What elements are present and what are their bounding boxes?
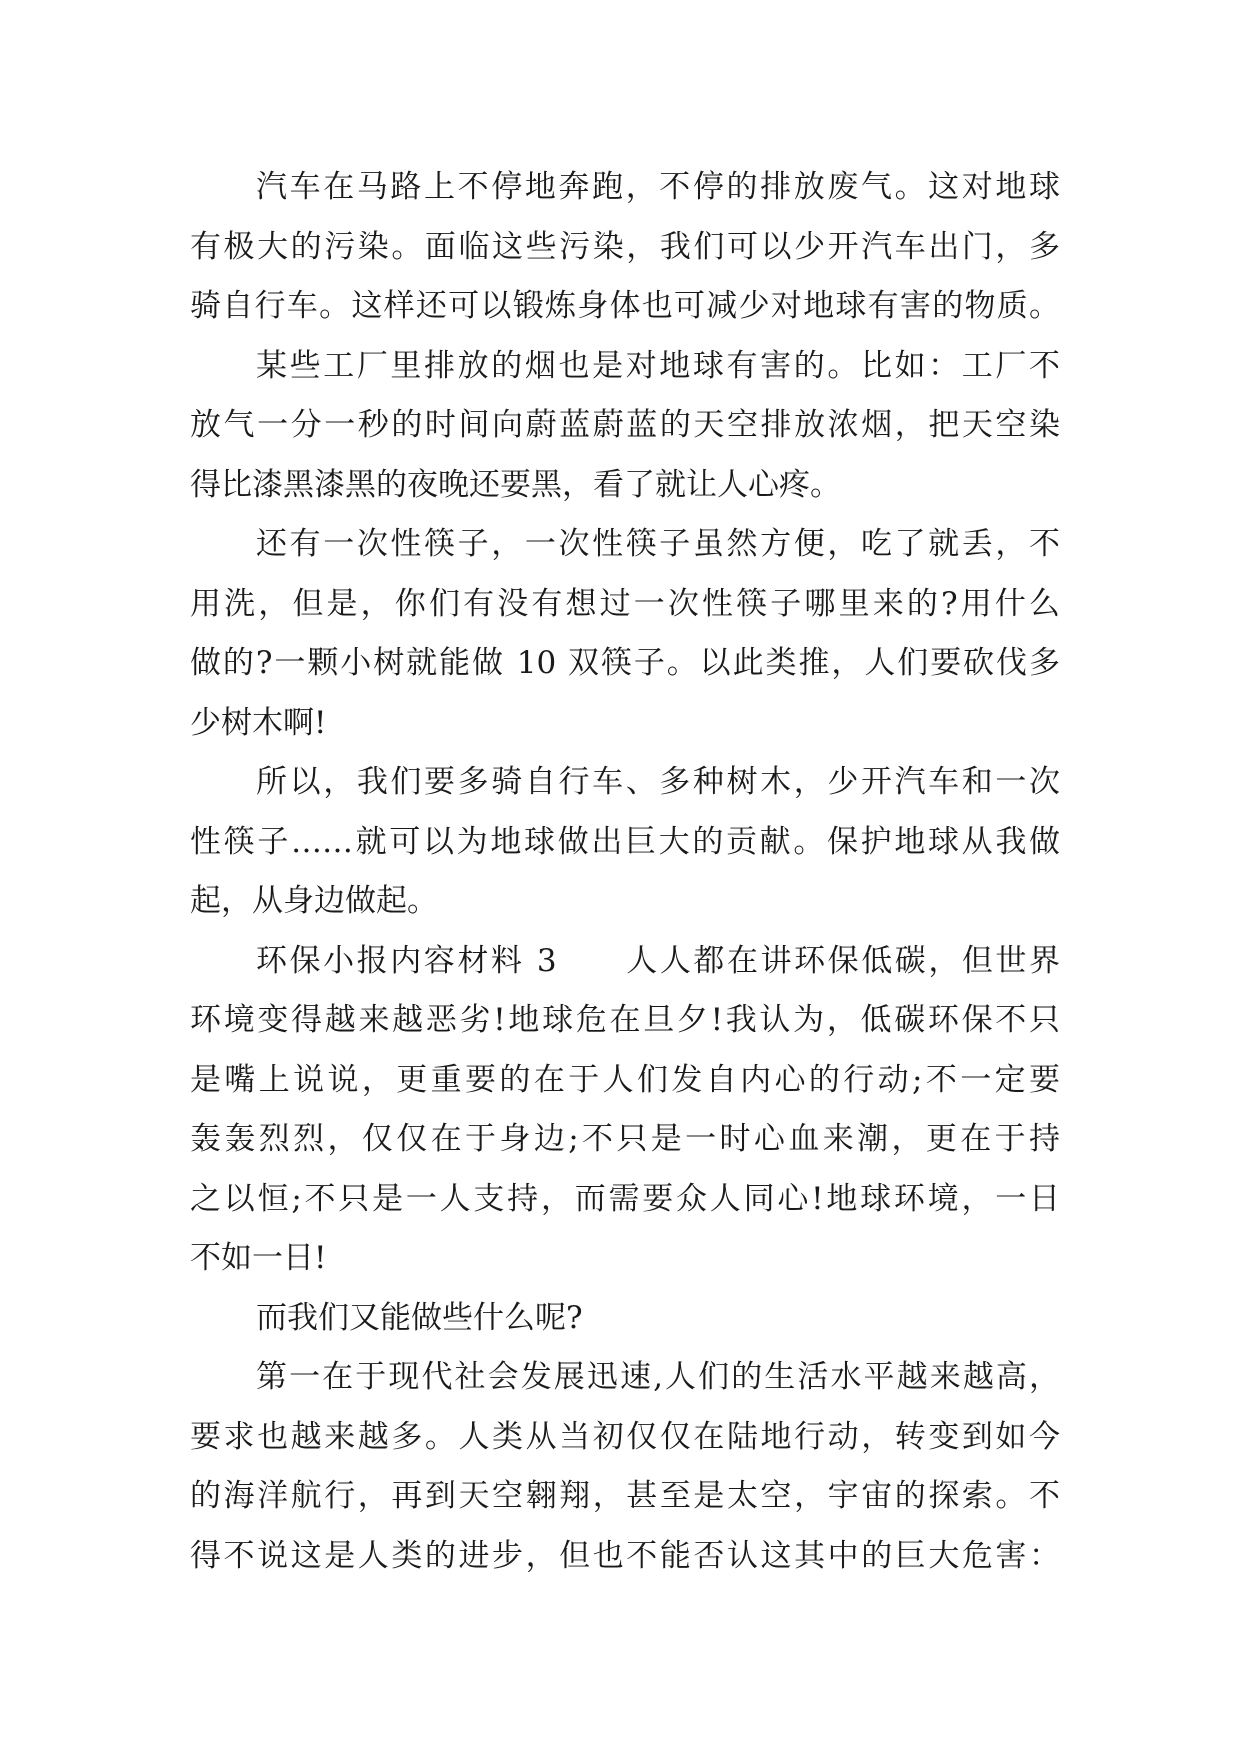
text-line: 做的?一颗小树就能做 10 双筷子。以此类推，人们要砍伐多 xyxy=(190,645,1060,681)
text-line: 汽车在马路上不停地奔跑，不停的排放废气。这对地球 xyxy=(256,169,1060,205)
text-line: 所以，我们要多骑自行车、多种树木，少开汽车和一次 xyxy=(256,764,1060,800)
text-line: 得不说这是人类的进步，但也不能否认这其中的巨大危害： xyxy=(190,1537,1060,1574)
text-line: 起，从身边做起。 xyxy=(190,883,438,919)
text-line: 用洗，但是，你们有没有想过一次性筷子哪里来的?用什么 xyxy=(190,585,1060,622)
text-line: 而我们又能做些什么呢? xyxy=(256,1299,583,1336)
text-line: 得比漆黑漆黑的夜晚还要黑，看了就让人心疼。 xyxy=(190,466,841,503)
text-line: 是嘴上说说，更重要的在于人们发自内心的行动;不一定要 xyxy=(190,1061,1060,1098)
text-line: 有极大的污染。面临这些污染，我们可以少开汽车出门，多 xyxy=(190,228,1060,265)
text-line: 性筷子……就可以为地球做出巨大的贡献。保护地球从我做 xyxy=(190,823,1060,860)
text-line: 环保小报内容材料 3 人人都在讲环保低碳，但世界 xyxy=(256,942,1060,979)
text-line: 轰轰烈烈，仅仅在于身边;不只是一时心血来潮，更在于持 xyxy=(190,1121,1060,1157)
document-body xyxy=(190,158,1060,1586)
text-line: 某些工厂里排放的烟也是对地球有害的。比如：工厂不 xyxy=(256,347,1060,384)
text-line: 不如一日! xyxy=(190,1240,327,1276)
text-line: 的海洋航行，再到天空翱翔，甚至是太空，宇宙的探索。不 xyxy=(190,1478,1060,1514)
text-line: 还有一次性筷子，一次性筷子虽然方便，吃了就丢，不 xyxy=(256,526,1060,562)
text-line: 环境变得越来越恶劣!地球危在旦夕!我认为，低碳环保不只 xyxy=(190,1002,1060,1038)
text-line: 少树木啊! xyxy=(190,704,327,741)
text-line: 之以恒;不只是一人支持，而需要众人同心!地球环境，一日 xyxy=(190,1180,1060,1217)
text-line: 骑自行车。这样还可以锻炼身体也可减少对地球有害的物质。 xyxy=(190,288,1060,324)
text-line: 要求也越来越多。人类从当初仅仅在陆地行动，转变到如今 xyxy=(190,1418,1060,1455)
text-line: 第一在于现代社会发展迅速,人们的生活水平越来越高， xyxy=(256,1359,1060,1395)
text-line: 放气一分一秒的时间向蔚蓝蔚蓝的天空排放浓烟，把天空染 xyxy=(190,407,1060,443)
